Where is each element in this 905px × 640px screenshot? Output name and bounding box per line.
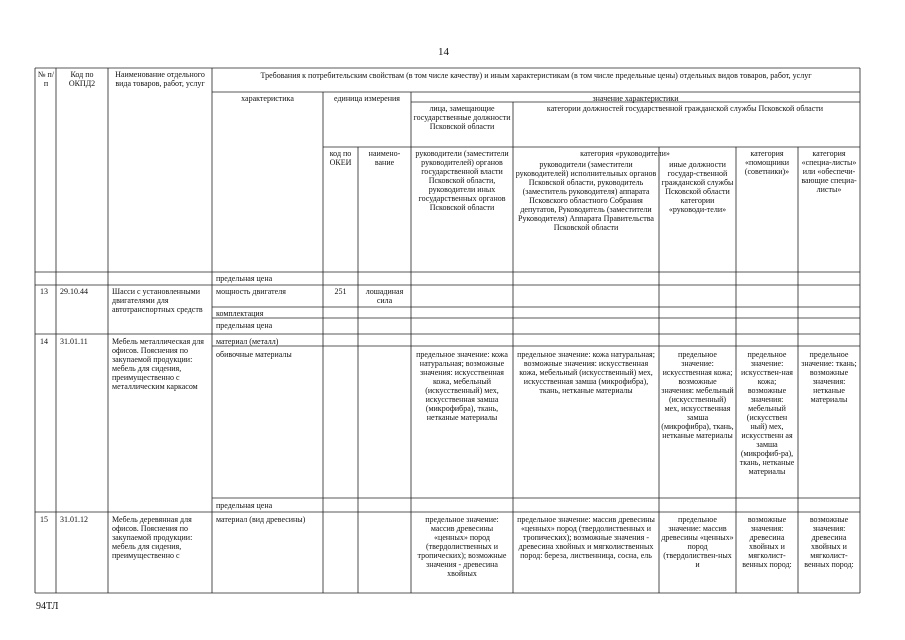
row14-value-4: предельное значение: искусствен-ная кожа; возможные значения: мебельный (искусствен ный) мех, искусственн ая замша (микрофиб-ра), ткань, нетканые материалы [739,350,795,476]
row14-num: 14 [40,337,48,346]
row14-value-2: предельное значение: кожа натуральная; возможные значения: искусственная кожа, мебельный (искусственный) мех, искусственная замша (микрофибра), ткань, нетканые материалы [517,350,655,395]
top-price-label: предельная цена [216,274,273,283]
header-cat-spec: категория «специа-листы» или «обеспечи-вающие специа-листы» [801,149,857,194]
row15-value-2: предельное значение: массив древесины «ценных» пород (твердолиственных и тропических); возможные значения - древесина хвойных и мягколиственных пород: береза, лиственница, сосна, ель [517,515,655,560]
row14-upholstery: обивочные материалы [216,350,292,359]
row13-power: мощность двигателя [216,287,286,296]
header-cat-heads-a: руководители (заместители руководителей) исполнительных органов Псковской области, руководитель (заместитель руководителя) аппарата Псковского областного Собрания депутатов, Руководитель (заместители Руководителя) Аппарата Правительства Псковской области [515,160,657,232]
header-code: Код по ОКПД2 [68,70,96,88]
footer-code: 94ТЛ [36,601,59,612]
header-cat-heads-b: иные должности государ-ственной гражданской службы Псковской области категории «руководи-тели» [661,160,734,214]
header-okei: код по ОКЕИ [329,149,352,167]
row14-value-1: предельное значение: кожа натуральная; возможные значения: искусственная кожа, мебельный (искусственный) мех, искусственная замша (микрофибра), ткань, нетканые материалы [416,350,508,422]
row15-num: 15 [40,515,48,524]
header-heads: руководители (заместители руководителей) органов государственной власти Псковской области, руководители иных государственных органов Псковской области [415,149,509,212]
header-unit-name: наимено-вание [368,149,401,167]
header-persons: лица, замещающие государственные должности Псковской области [413,104,511,131]
header-cat-heads: категория «руководители» [580,149,670,158]
header-name: Наименование отдельного вида товаров, работ, услуг [115,70,205,88]
row13-equipment: комплектация [216,309,264,318]
row15-value-5: возможные значения: древесина хвойных и мягколист-венных пород: [804,515,854,569]
row15-value-1: предельное значение: массив древесины «ценных» пород (твердолиственных и тропических); возможные значения - древесина хвойных [417,515,507,578]
row15-value-3: предельное значение: массив древесины «ценных» пород (твердолиствен-ных и [661,515,734,569]
header-value: значение характеристики [592,94,679,103]
row13-okei: 251 [334,287,347,296]
header-num: № п/п [37,70,55,88]
row15-name: Мебель деревянная для офисов. Пояснения по закупаемой продукции: мебель для сидения, преимущественно с [112,515,193,560]
header-characteristic: характеристика [241,94,294,103]
page-number: 14 [438,46,449,58]
row14-code: 31.01.11 [60,337,88,346]
header-cat-assist: категория «помощники (советники)» [744,149,790,176]
row15-material: материал (вид древесины) [216,515,306,524]
row13-num: 13 [40,287,48,296]
row15-code: 31.01.12 [60,515,88,524]
row13-code: 29.10.44 [60,287,88,296]
row14-name: Мебель металлическая для офисов. Пояснения по закупаемой продукции: мебель для сидения, преимущественно с металлическим каркасом [112,337,204,391]
row13-unit: лошадиная сила [365,287,404,305]
header-unit: единица измерения [334,94,400,103]
header-categories: категории должностей государственной гражданской службы Псковской области [546,104,824,113]
row13-price: предельная цена [216,321,273,330]
row14-value-5: предельное значение: ткань; возможные значения: нетканые материалы [801,350,857,404]
row14-value-3: предельное значение: искусственная кожа; возможные значения: мебельный (искусственный) мех, искусственная замша (микрофибра), ткань, нетканые материалы [661,350,734,440]
row15-value-4: возможные значения: древесина хвойных и мягколист-венных пород: [742,515,792,569]
header-requirements: Требования к потребительским свойствам (в том числе качеству) и иным характеристикам (в том числе предельные цены) отдельных видов товаров, работ, услуг [260,71,812,80]
row13-name: Шасси с установленными двигателями для автотранспортных средств [112,287,203,314]
row14-price: предельная цена [216,501,273,510]
row14-material: материал (металл) [216,337,279,346]
